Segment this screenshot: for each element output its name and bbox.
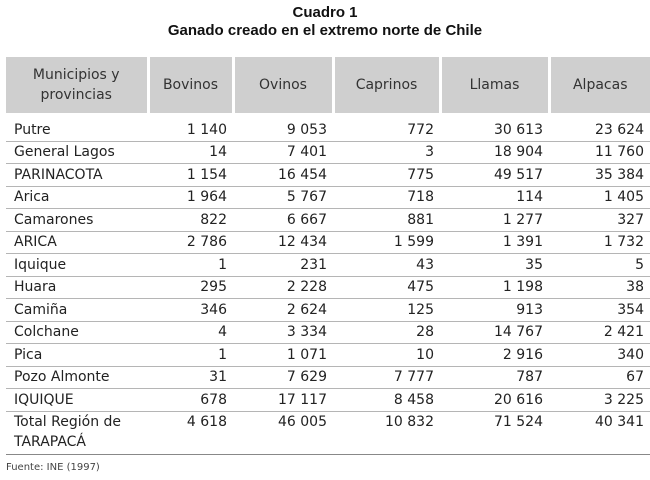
table-cell: 775: [333, 164, 440, 187]
table-cell: 3 334: [233, 321, 333, 344]
table-cell: 1 140: [148, 113, 233, 141]
table-cell: 38: [549, 276, 650, 299]
table-caption: Cuadro 1: [292, 4, 358, 21]
row-label: ARICA: [6, 231, 148, 254]
row-label: Arica: [6, 186, 148, 209]
table-cell: 5 767: [233, 186, 333, 209]
table-cell: 678: [148, 389, 233, 412]
table-cell: 822: [148, 209, 233, 232]
table-row: [6, 366, 650, 389]
table-cell: 1: [148, 344, 233, 367]
table-cell: 1: [148, 254, 233, 277]
source-note: Fuente: INE (1997): [6, 462, 100, 473]
table-cell: 2 916: [440, 344, 549, 367]
table-cell: 1 198: [440, 276, 549, 299]
table-row: [6, 254, 650, 277]
table-cell: 5: [549, 254, 650, 277]
table-cell: 10 832: [333, 411, 440, 454]
table-row: [6, 164, 650, 187]
table-cell: 11 760: [549, 141, 650, 164]
table-cell: 1 277: [440, 209, 549, 232]
table-cell: 7 401: [233, 141, 333, 164]
table-row: [6, 299, 650, 322]
table-cell: 17 117: [233, 389, 333, 412]
row-label: Total Región de TARAPACÁ: [6, 411, 148, 454]
table-cell: 3 225: [549, 389, 650, 412]
column-header: Bovinos: [148, 57, 233, 113]
table-cell: 1 599: [333, 231, 440, 254]
table-cell: 49 517: [440, 164, 549, 187]
table-cell: 881: [333, 209, 440, 232]
table-cell: 125: [333, 299, 440, 322]
table-cell: 71 524: [440, 411, 549, 454]
table-cell: 913: [440, 299, 549, 322]
table-cell: 346: [148, 299, 233, 322]
table-cell: 295: [148, 276, 233, 299]
column-header: Ovinos: [233, 57, 333, 113]
row-label: Pica: [6, 344, 148, 367]
table-title: Ganado creado en el extremo norte de Chile: [167, 22, 483, 39]
table-row: [6, 186, 650, 209]
table-cell: 2 624: [233, 299, 333, 322]
table-cell: 35: [440, 254, 549, 277]
row-label: Pozo Almonte: [6, 366, 148, 389]
table-cell: 6 667: [233, 209, 333, 232]
table-row: [6, 411, 650, 454]
column-header: Alpacas: [549, 57, 650, 113]
table-cell: 1 964: [148, 186, 233, 209]
table-cell: 2 786: [148, 231, 233, 254]
table-cell: 718: [333, 186, 440, 209]
table-cell: 8 458: [333, 389, 440, 412]
table-cell: 9 053: [233, 113, 333, 141]
table-cell: 43: [333, 254, 440, 277]
column-header: Caprinos: [333, 57, 440, 113]
row-label: PARINACOTA: [6, 164, 148, 187]
table-cell: 31: [148, 366, 233, 389]
column-header: Llamas: [440, 57, 549, 113]
row-label: Iquique: [6, 254, 148, 277]
row-label: IQUIQUE: [6, 389, 148, 412]
table-row: [6, 141, 650, 164]
table-cell: 1 391: [440, 231, 549, 254]
table-cell: 46 005: [233, 411, 333, 454]
table-cell: 114: [440, 186, 549, 209]
table-cell: 67: [549, 366, 650, 389]
table-cell: 1 405: [549, 186, 650, 209]
table-row: [6, 389, 650, 412]
table-cell: 10: [333, 344, 440, 367]
table-cell: 2 228: [233, 276, 333, 299]
table-cell: 1 154: [148, 164, 233, 187]
table-cell: 1 071: [233, 344, 333, 367]
table-row: [6, 321, 650, 344]
table-cell: 4: [148, 321, 233, 344]
table-cell: 14 767: [440, 321, 549, 344]
table-row: [6, 231, 650, 254]
row-label: General Lagos: [6, 141, 148, 164]
table-cell: 12 434: [233, 231, 333, 254]
table-cell: 2 421: [549, 321, 650, 344]
table-row: [6, 113, 650, 141]
table-cell: 40 341: [549, 411, 650, 454]
table-cell: 7 777: [333, 366, 440, 389]
table-cell: 16 454: [233, 164, 333, 187]
table-cell: 340: [549, 344, 650, 367]
table-cell: 1 732: [549, 231, 650, 254]
table-row: [6, 209, 650, 232]
table-cell: 28: [333, 321, 440, 344]
row-label: Putre: [6, 113, 148, 141]
table-cell: 4 618: [148, 411, 233, 454]
table-row: [6, 276, 650, 299]
row-label: Camarones: [6, 209, 148, 232]
table-cell: 23 624: [549, 113, 650, 141]
table-cell: 475: [333, 276, 440, 299]
table-header-row: [6, 57, 650, 113]
table-cell: 14: [148, 141, 233, 164]
table-cell: 20 616: [440, 389, 549, 412]
table-cell: 787: [440, 366, 549, 389]
table-cell: 35 384: [549, 164, 650, 187]
row-label: Colchane: [6, 321, 148, 344]
table-cell: 231: [233, 254, 333, 277]
table-cell: 7 629: [233, 366, 333, 389]
table-cell: 772: [333, 113, 440, 141]
table-cell: 30 613: [440, 113, 549, 141]
table-cell: 18 904: [440, 141, 549, 164]
table-row: [6, 344, 650, 367]
row-label: Huara: [6, 276, 148, 299]
livestock-table: [6, 57, 650, 455]
column-header: Municipios y provincias: [6, 57, 148, 113]
table-cell: 354: [549, 299, 650, 322]
table-cell: 327: [549, 209, 650, 232]
row-label: Camiña: [6, 299, 148, 322]
table-cell: 3: [333, 141, 440, 164]
